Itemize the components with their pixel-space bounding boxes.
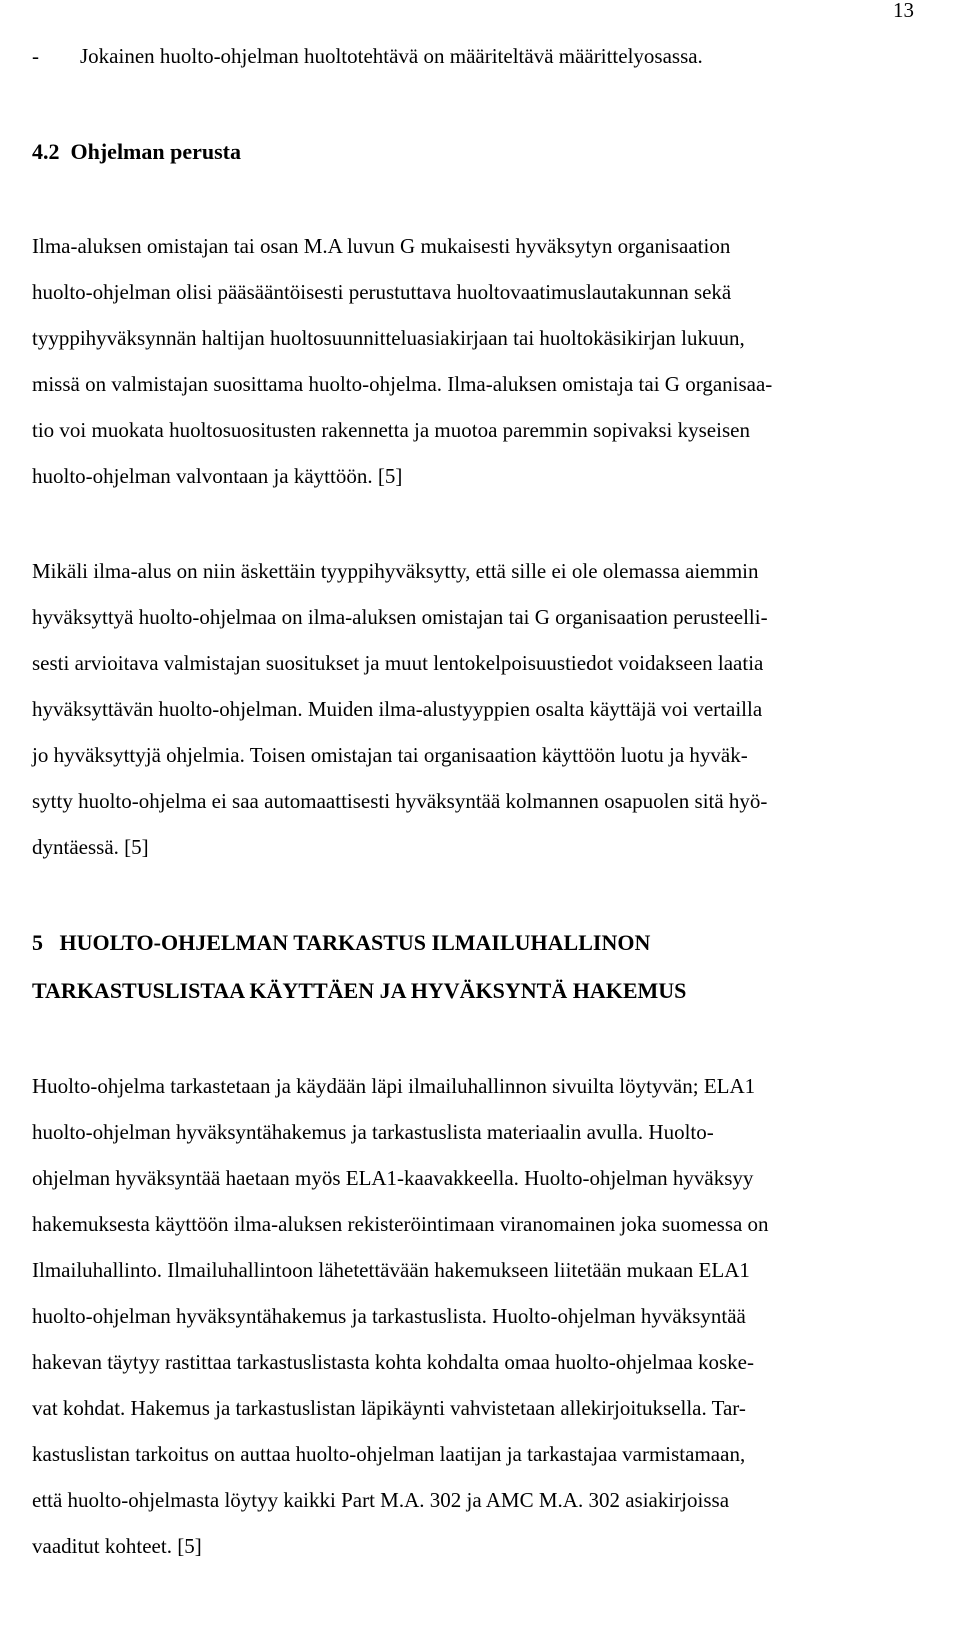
paragraph-2-line: Mikäli ilma-alus on niin äskettäin tyyppihyväksytty, että sille ei ole olemassa aiemmin bbox=[32, 559, 759, 583]
paragraph-3-line: ohjelman hyväksyntää haetaan myös ELA1-kaavakkeella. Huolto-ohjelman hyväksyy bbox=[32, 1166, 754, 1190]
bullet-text: Jokainen huolto-ohjelman huoltotehtävä on määriteltävä määrittelyosassa. bbox=[80, 44, 703, 68]
paragraph-3-line: vat kohdat. Hakemus ja tarkastuslistan läpikäynti vahvistetaan allekirjoituksella. Tar- bbox=[32, 1396, 746, 1420]
chapter-number: 5 bbox=[32, 930, 43, 955]
paragraph-3-line: vaaditut kohteet. [5] bbox=[32, 1534, 202, 1558]
paragraph-1-line: huolto-ohjelman valvontaan ja käyttöön. [5] bbox=[32, 464, 403, 488]
section-heading-4-2 bbox=[32, 138, 241, 166]
paragraph-2-line: sesti arvioitava valmistajan suositukset ja muut lentokelpoisuustiedot voidakseen laatia bbox=[32, 651, 764, 675]
paragraph-3-line: huolto-ohjelman hyväksyntähakemus ja tarkastuslista. Huolto-ohjelman hyväksyntää bbox=[32, 1304, 746, 1328]
page-number: 13 bbox=[893, 0, 914, 22]
paragraph-3-line: hakevan täytyy rastittaa tarkastuslistasta kohta kohdalta omaa huolto-ohjelmaa koske- bbox=[32, 1350, 754, 1374]
section-number: 4.2 bbox=[32, 139, 60, 164]
paragraph-1-line: tio voi muokata huoltosuositusten rakennetta ja muotoa paremmin sopivaksi kyseisen bbox=[32, 418, 750, 442]
chapter-title-line-2: TARKASTUSLISTAA KÄYTTÄEN JA HYVÄKSYNTÄ HAKEMUS bbox=[32, 978, 687, 1003]
section-title: Ohjelman perusta bbox=[70, 139, 241, 164]
paragraph-2-line: hyväksyttävän huolto-ohjelman. Muiden ilma-alustyyppien osalta käyttäjä voi vertailla bbox=[32, 697, 763, 721]
paragraph-2-line: sytty huolto-ohjelma ei saa automaattisesti hyväksyntää kolmannen osapuolen sitä hyö- bbox=[32, 789, 768, 813]
paragraph-1-line: missä on valmistajan suosittama huolto-ohjelma. Ilma-aluksen omistaja tai G organisaa- bbox=[32, 372, 773, 396]
bullet-dash: - bbox=[32, 44, 39, 68]
paragraph-1-line: huolto-ohjelman olisi pääsääntöisesti perustuttava huoltovaatimuslautakunnan sekä bbox=[32, 280, 732, 304]
paragraph-3-line: että huolto-ohjelmasta löytyy kaikki Part M.A. 302 ja AMC M.A. 302 asiakirjoissa bbox=[32, 1488, 730, 1512]
paragraph-3-line: hakemuksesta käyttöön ilma-aluksen rekisteröintimaan viranomainen joka suomessa on bbox=[32, 1212, 769, 1236]
chapter-heading bbox=[32, 929, 650, 957]
paragraph-3-line: Huolto-ohjelma tarkastetaan ja käydään läpi ilmailuhallinnon sivuilta löytyvän; ELA1 bbox=[32, 1074, 756, 1098]
paragraph-3-line: Ilmailuhallinto. Ilmailuhallintoon lähetettävään hakemukseen liitetään mukaan ELA1 bbox=[32, 1258, 750, 1282]
paragraph-2-line: dyntäessä. [5] bbox=[32, 835, 149, 859]
chapter-title-line-1: HUOLTO-OHJELMAN TARKASTUS ILMAILUHALLINON bbox=[59, 930, 651, 955]
paragraph-2-line: jo hyväksyttyjä ohjelmia. Toisen omistajan tai organisaation käyttöön luotu ja hyväk- bbox=[32, 743, 748, 767]
paragraph-3-line: kastuslistan tarkoitus on auttaa huolto-ohjelman laatijan ja tarkastajaa varmistamaan, bbox=[32, 1442, 746, 1466]
paragraph-2-line: hyväksyttyä huolto-ohjelmaa on ilma-aluksen omistajan tai G organisaation perusteelli- bbox=[32, 605, 768, 629]
paragraph-1-line: Ilma-aluksen omistajan tai osan M.A luvun G mukaisesti hyväksytyn organisaation bbox=[32, 234, 731, 258]
paragraph-3-line: huolto-ohjelman hyväksyntähakemus ja tarkastuslista materiaalin avulla. Huolto- bbox=[32, 1120, 714, 1144]
paragraph-1-line: tyyppihyväksynnän haltijan huoltosuunnitteluasiakirjaan tai huoltokäsikirjan lukuun, bbox=[32, 326, 745, 350]
bullet-item bbox=[32, 42, 703, 70]
